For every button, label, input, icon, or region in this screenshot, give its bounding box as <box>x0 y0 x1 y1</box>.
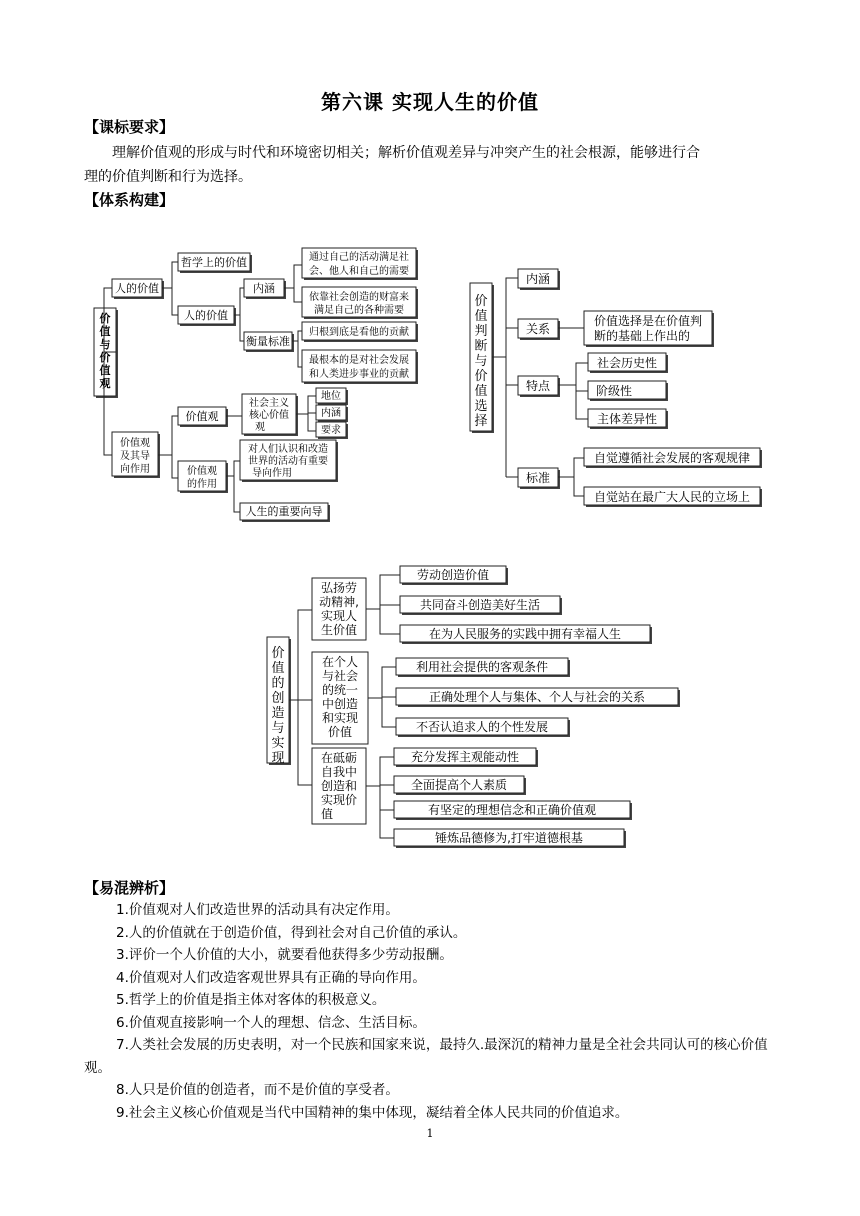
d3-g2-line: 的统一 <box>321 683 359 697</box>
list-item: 3.评价一个人价值的大小，就要看他获得多少劳动报酬。 <box>116 947 453 963</box>
d1-connotation: 内涵 <box>253 282 275 295</box>
requirements-heading: 【课标要求】 <box>84 118 175 136</box>
d1-philosophy-value: 哲学上的价值 <box>181 256 247 269</box>
d3-g3-line: 实现价 <box>320 793 358 807</box>
d3-g2-item3: 不否认追求人的个性发展 <box>415 720 549 734</box>
list-item: 1.价值观对人们改造世界的活动具有决定作用。 <box>116 902 399 918</box>
d1-root-char: 值 <box>99 325 111 338</box>
d3-g2-item2: 正确处理个人与集体、个人与社会的关系 <box>428 690 646 704</box>
d3-g1-line: 动精神, <box>319 595 359 609</box>
d3-g2-line: 和实现 <box>321 711 359 725</box>
d1-values-guide-l1: 价值观 <box>120 438 150 449</box>
d1-conn1-l1: 通过自己的活动满足社 <box>309 252 409 263</box>
d2-root-char: 与 <box>474 354 488 369</box>
d2-features: 特点 <box>525 379 551 393</box>
d1-value-of-person: 人的价值 <box>115 282 159 295</box>
d3-g2-line: 中创造 <box>321 697 359 711</box>
d1-root-char: 与 <box>99 338 111 351</box>
d1-core-conn: 内涵 <box>321 408 341 419</box>
d1-person-value: 人的价值 <box>184 309 228 322</box>
d2-std2: 自觉站在最广大人民的立场上 <box>593 490 751 504</box>
d2-root-char: 选 <box>474 399 488 414</box>
d3-g3-line: 在砥砺 <box>320 751 358 765</box>
d2-root-char: 价 <box>474 369 488 384</box>
d3-g1-line: 弘扬劳 <box>320 581 358 595</box>
confusion-list <box>84 899 784 1124</box>
system-heading: 【体系构建】 <box>84 191 175 209</box>
d1-role-l2: 的作用 <box>187 479 217 490</box>
d2-root-char: 判 <box>474 324 488 339</box>
d2-feat3: 主体差异性 <box>596 412 658 426</box>
d3-g3-line: 创造和 <box>320 779 358 793</box>
d3-root-char: 值 <box>271 661 285 676</box>
d3-g1-item3: 在为人民服务的实践中拥有幸福人生 <box>428 627 622 641</box>
d1-measure1: 归根到底是看他的贡献 <box>309 327 409 338</box>
d1-core-l1: 社会主义 <box>249 398 289 409</box>
d1-require: 要求 <box>321 425 341 436</box>
d1-root-char: 价 <box>99 312 111 325</box>
d2-feat2: 阶级性 <box>595 384 633 398</box>
d1-role1-l2: 世界的活动有重要 <box>248 456 328 467</box>
diagram-value-creation <box>267 566 680 848</box>
d1-root-char: 价 <box>99 351 111 364</box>
d2-standard: 标准 <box>525 471 551 485</box>
confusion-heading: 【易混辨析】 <box>84 879 175 897</box>
d3-g2-item1: 利用社会提供的客观条件 <box>415 660 549 674</box>
d1-root-char: 值 <box>99 364 111 377</box>
d2-root-char: 值 <box>474 309 488 324</box>
d1-conn2-l1: 依靠社会创造的财富来 <box>309 292 409 303</box>
d3-g3-item1: 充分发挥主观能动性 <box>410 750 520 764</box>
list-item: 2.人的价值就在于创造价值，得到社会对自己价值的承认。 <box>116 924 467 941</box>
diagram-value-judgement <box>470 269 762 507</box>
d2-feat1: 社会历史性 <box>596 356 658 370</box>
d2-relation-d-l2: 断的基础上作出的 <box>593 329 691 343</box>
d1-measure: 衡量标准 <box>246 335 290 348</box>
page-number: 1 <box>426 1127 434 1140</box>
d1-values: 价值观 <box>185 410 219 423</box>
d3-root-char: 与 <box>271 721 285 736</box>
list-item: 8.人只是价值的创造者，而不是价值的享受者。 <box>116 1082 399 1098</box>
d1-conn2-l2: 满足自己的各种需要 <box>314 305 404 316</box>
d2-relation-d-l1: 价值选择是在价值判 <box>593 314 703 328</box>
d3-root-char: 的 <box>271 676 285 691</box>
d1-root-char: 观 <box>99 377 111 390</box>
d3-root-char: 价 <box>271 646 285 661</box>
d3-g1-item1: 劳动创造价值 <box>416 568 490 582</box>
list-item: 5.哲学上的价值是指主体对客体的积极意义。 <box>116 992 386 1008</box>
d1-role2: 人生的重要向导 <box>245 505 323 518</box>
d3-g1-line: 生价值 <box>320 623 358 637</box>
d1-values-guide-l2: 及其导 <box>120 451 150 462</box>
d1-core-l2: 核心价值 <box>249 410 289 421</box>
requirements-line-2: 理的价值判断和行为选择。 <box>84 169 252 185</box>
d3-root-char: 实 <box>271 736 285 751</box>
d3-g1-line: 实现人 <box>320 609 358 623</box>
d1-conn1-l2: 会、他人和自己的需要 <box>309 266 409 277</box>
list-item: 9.社会主义核心价值观是当代中国精神的集中体现，凝结着全体人民共同的价值追求。 <box>116 1104 629 1121</box>
d1-core-l3: 观 <box>255 422 265 433</box>
list-item: 4.价值观对人们改造客观世界具有正确的导向作用。 <box>116 969 426 986</box>
d1-role1-l3: 导向作用 <box>252 468 292 479</box>
requirements-line-1: 理解价值观的形成与时代和环境密切相关；解析价值观差异与冲突产生的社会根源，能够进行合 <box>112 145 700 161</box>
list-item: 6.价值观直接影响一个人的理想、信念、生活目标。 <box>116 1014 426 1031</box>
d2-root-char: 断 <box>474 339 488 354</box>
d3-g2-line: 与社会 <box>321 669 359 683</box>
d2-std1: 自觉遵循社会发展的客观规律 <box>593 451 751 465</box>
d2-relation: 关系 <box>525 322 551 336</box>
list-item: 7.人类社会发展的历史表明，对一个民族和国家来说，最持久.最深沉的精神力量是全社会共同认可的核心价值观。 <box>84 1037 768 1076</box>
d3-g3-line: 值 <box>320 807 334 821</box>
d3-g2-line: 价值 <box>327 725 353 739</box>
d3-g1-item2: 共同奋斗创造美好生活 <box>419 598 541 612</box>
d2-root-char: 价 <box>474 294 488 309</box>
d3-g3-item2: 全面提高个人素质 <box>410 778 508 792</box>
d2-connotation: 内涵 <box>525 272 551 286</box>
d1-measure2-l1: 最根本的是对社会发展 <box>309 355 409 366</box>
d1-status: 地位 <box>321 391 341 402</box>
d2-root-char: 择 <box>474 414 488 429</box>
d1-measure2-l2: 和人类进步事业的贡献 <box>309 369 409 380</box>
d3-g3-item3: 有坚定的理想信念和正确价值观 <box>427 803 597 817</box>
page-title: 第六课 实现人生的价值 <box>321 90 539 114</box>
diagram-value-and-values <box>94 248 418 522</box>
d3-g2-line: 在个人 <box>321 655 359 669</box>
d1-role-l1: 价值观 <box>187 466 217 477</box>
d1-values-guide-l3: 向作用 <box>120 464 150 475</box>
d1-role1-l1: 对人们认识和改造 <box>248 444 328 455</box>
d3-g3-line: 自我中 <box>320 765 358 779</box>
d3-root-char: 现 <box>271 751 285 766</box>
d2-root-char: 值 <box>474 384 488 399</box>
d3-root-char: 创 <box>271 691 285 706</box>
d3-g3-item4: 锤炼品德修为,打牢道德根基 <box>435 831 583 845</box>
d3-root-char: 造 <box>271 706 285 721</box>
